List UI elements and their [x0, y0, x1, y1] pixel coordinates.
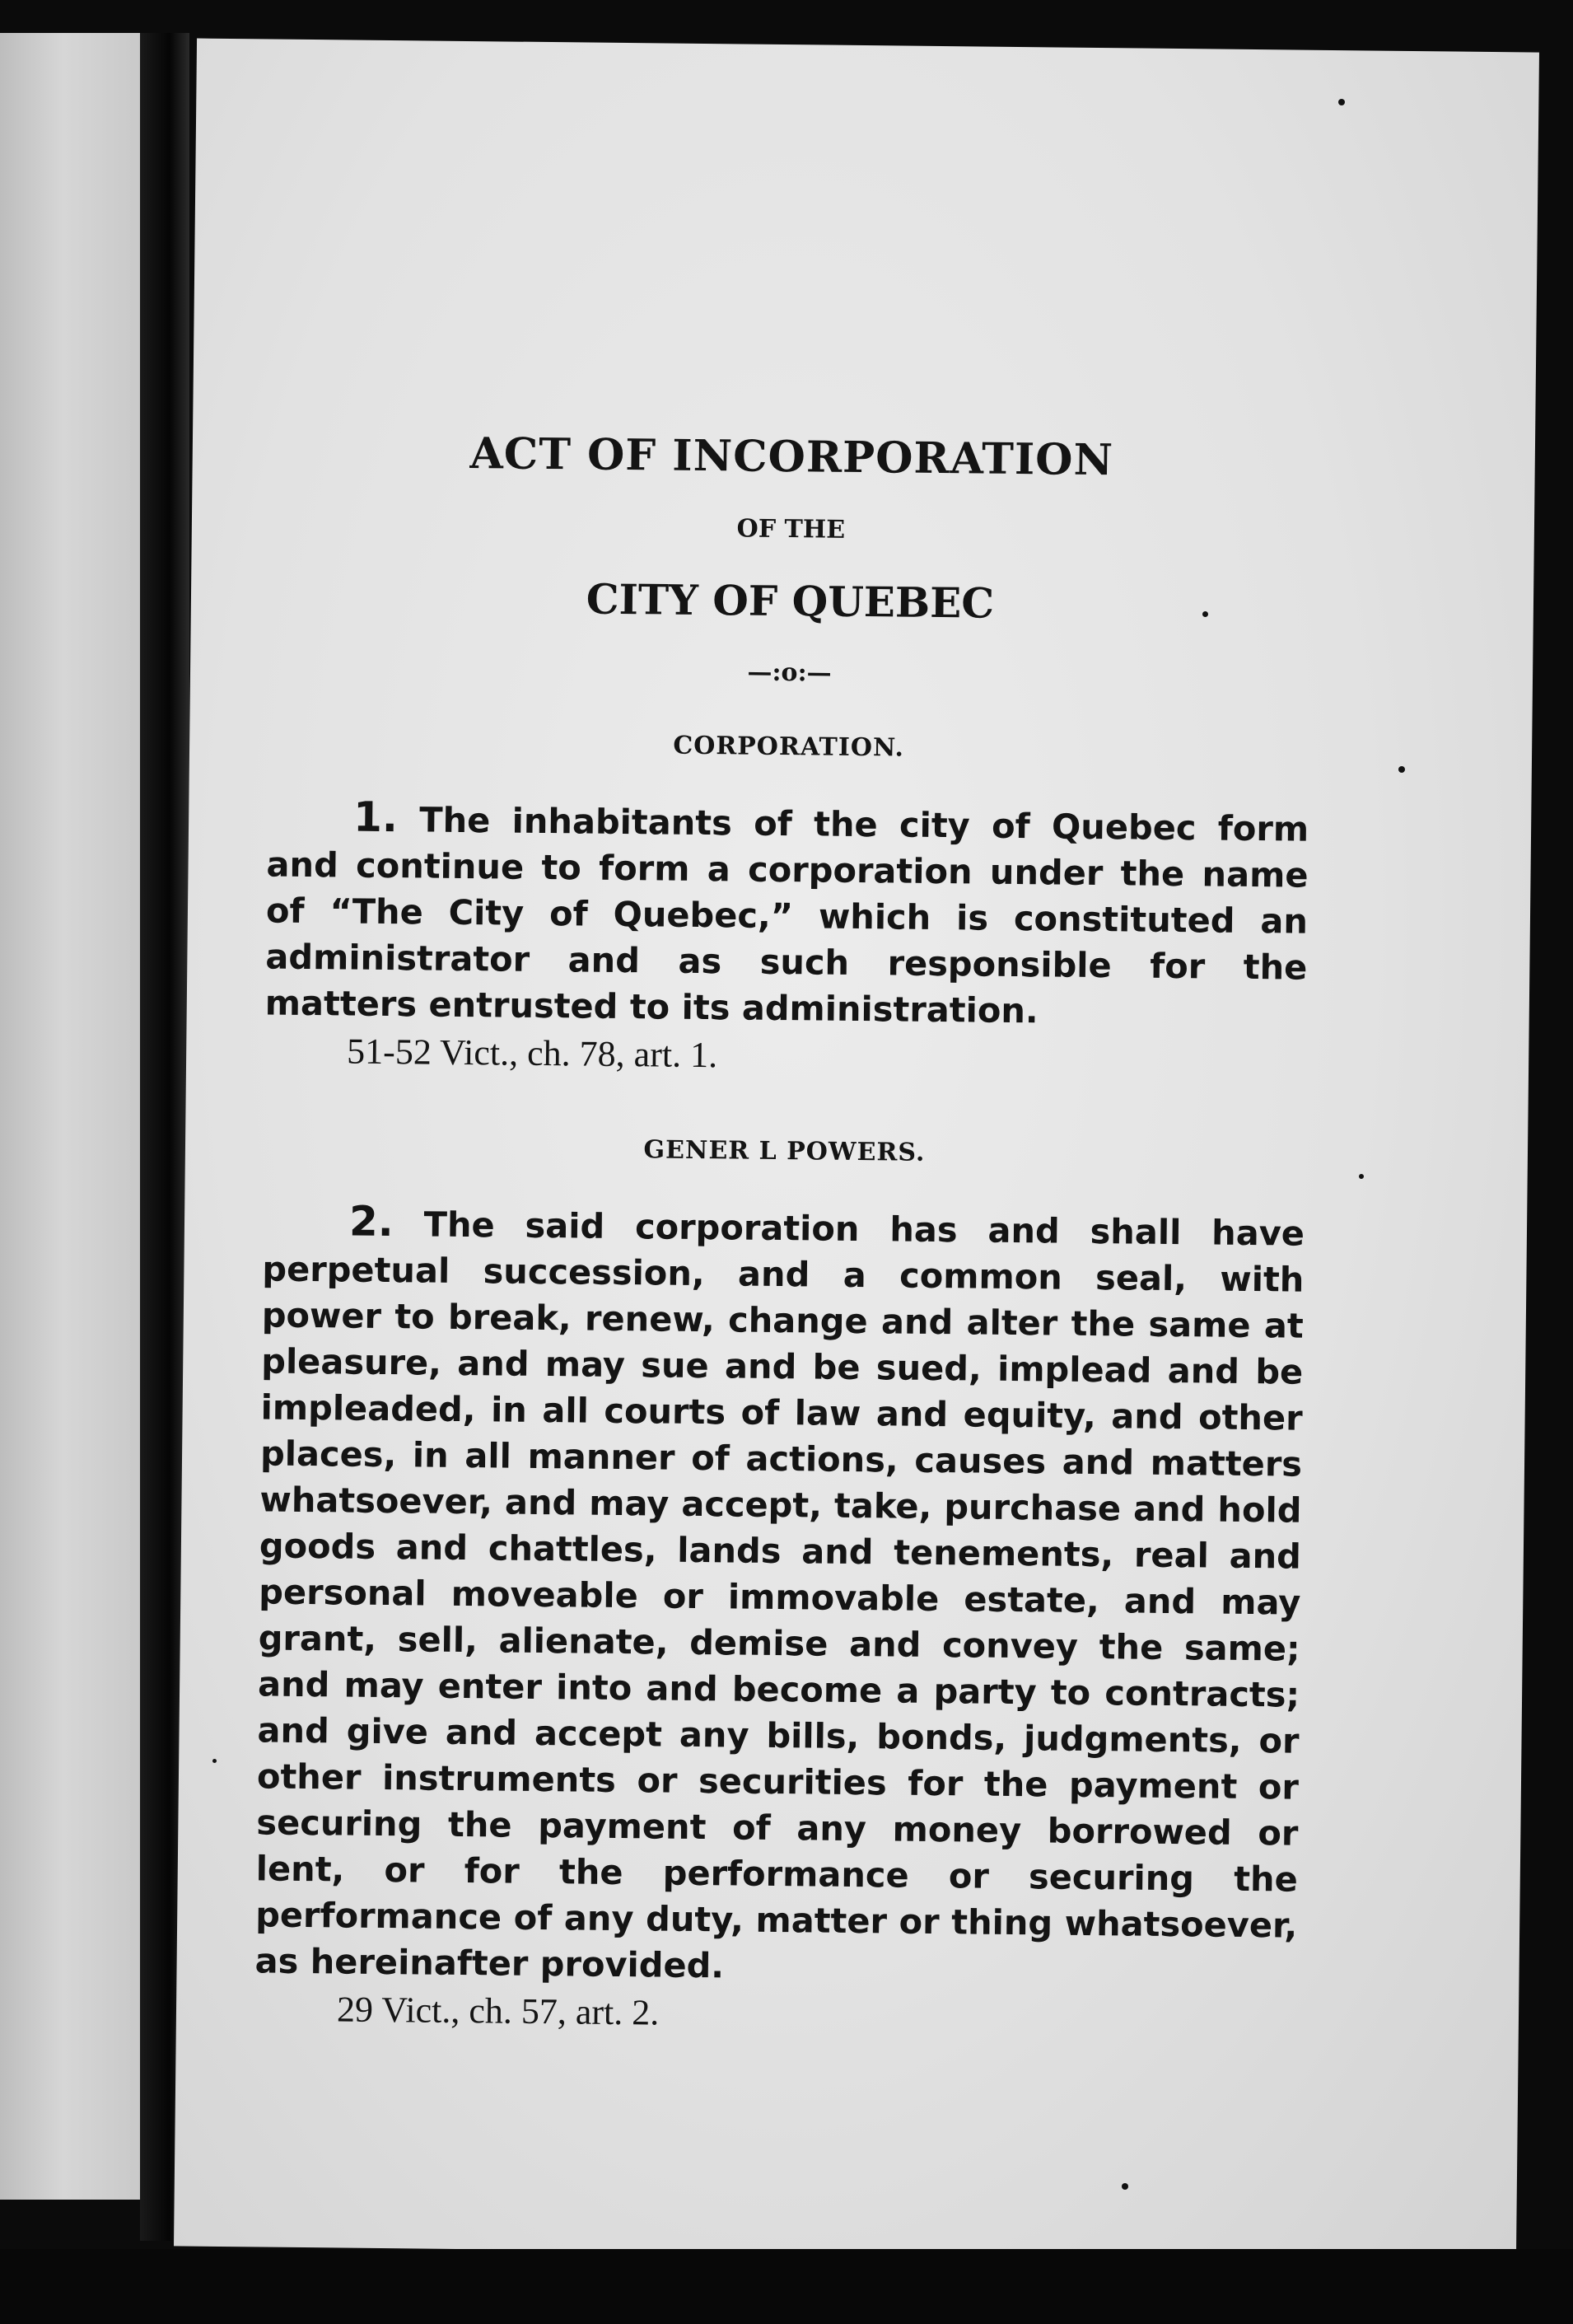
- article-body: The inhabitants of the city of Quebec form and continue to form a corporation under the name of “The City of Quebec,” which is constituted an administrator and as such responsible for the matters entrusted to its administration.: [264, 799, 1309, 1031]
- scan-bottom-border: [0, 2249, 1573, 2324]
- section-heading-corporation: CORPORATION.: [673, 731, 905, 763]
- document-title: ACT OF INCORPORATION: [469, 428, 1114, 486]
- article-number: 1.: [352, 793, 399, 842]
- scan-speck: [1122, 2183, 1128, 2190]
- city-name: CITY OF QUEBEC: [586, 574, 995, 628]
- article-body: The said corporation has and shall have perpetual succession, and a common seal, with power to break, renew, change and alter the same at pleasure, and may sue and be sued, implead and be impleaded, in all courts of law and equity, and other places, in all manner of actions, causes and matters whatsoever, and may accept, take, purchase and hold goods and chattles, lands and tenements, real and personal moveable or immovable estate, and may grant, sell, alienate, demise and convey the same; and may enter into and become a party to contracts; and give and accept any bills, bonds, judgments, or other instruments or securities for the payment or securing the payment of any money borrowed or lent, or for the performance or securing the performance of any duty, matter or thing whatsoever, as hereinafter provided.: [254, 1204, 1305, 1986]
- article-2-text: [254, 1197, 1305, 1994]
- document-subtitle: OF THE: [736, 514, 846, 545]
- scan-speck: [1202, 611, 1208, 617]
- scan-speck: [1359, 1174, 1364, 1179]
- facing-page-edge: [0, 33, 143, 2200]
- article-number: 2.: [348, 1197, 394, 1246]
- page-content: [254, 427, 1313, 2101]
- document-page: [174, 39, 1539, 2261]
- scan-speck: [212, 1759, 217, 1763]
- scan-speck: [1338, 99, 1345, 105]
- article-1-text: [265, 793, 1309, 1036]
- section-heading-general-powers: GENER L POWERS.: [643, 1135, 926, 1167]
- article-1-citation: 51-52 Vict., ch. 78, art. 1.: [346, 1031, 718, 1076]
- scan-speck: [1398, 766, 1405, 773]
- article-2-citation: 29 Vict., ch. 57, art. 2.: [336, 1989, 660, 2033]
- section-divider: —:o:—: [747, 657, 832, 688]
